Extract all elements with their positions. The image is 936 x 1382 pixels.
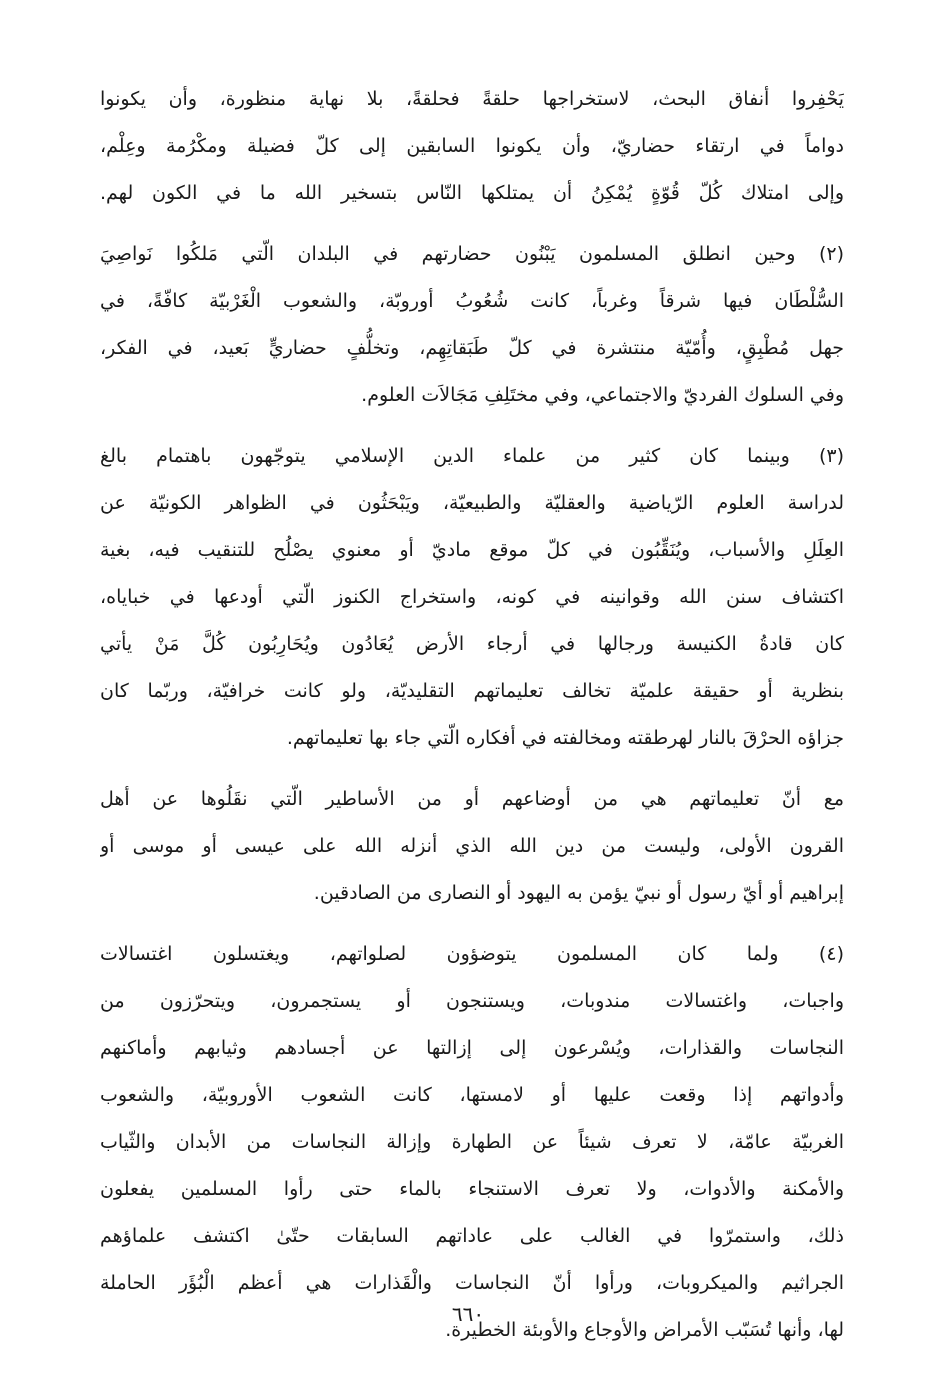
text-line: وأدواتهم إذا وقعت عليها أو لامستها، كانت الشعوب الأوروبيّة، والشعوب (100, 1084, 844, 1106)
paragraph-continuation (100, 76, 844, 217)
text-line: اكتشاف سنن الله وقوانينه في كونه، واستخراج الكنوز الّتي أودعها في خباياه، (100, 586, 844, 608)
text-line: العِلَلِ والأسباب، ويُنَقِّبُون في كلّ موقع ماديّ أو معنوي يصْلُح للتنقيب فيه، بغية (100, 539, 844, 561)
text-line: جهل مُطْبِقٍ، وأُمّيّة منتشرة في كلّ طَبَقاتِهِم، وتخلُّفٍ حضاريٍّ بَعيد، في الفكر، (100, 337, 844, 359)
text-line: الغربيّة عامّة، لا تعرف شيئاً عن الطهارة وإزالة النجاسات من الأبدان والثّياب (100, 1131, 844, 1153)
text-line: السُّلْطَان فيها شرقاً وغرباً، كانت شُعُوبُ أوروبّة، والشعوب الْغَرْبيّة كافّةً، في (100, 290, 844, 312)
paragraph-2 (100, 231, 844, 419)
paragraph-4 (100, 931, 844, 1354)
text-line: دواماً في ارتقاء حضاريّ، وأن يكونوا السابقين إلى كلّ فضيلة ومكْرُمة وعِلْم، (100, 135, 844, 157)
text-line: كان قادةُ الكنيسة ورجالها في أرجاء الأرض يُعَادُون ويُحَارِبُون كُلَّ مَنْ يأتي (100, 633, 844, 655)
text-line: النجاسات والقذارات، ويُسْرعون إلى إزالتها عن أجسادهم وثيابهم وأماكنهم (100, 1037, 844, 1059)
paragraph-3-continued (100, 776, 844, 917)
text-line: (٢) وحين انطلق المسلمون يَبْنُون حضارتهم في البلدان الّتي مَلكُوا نَواصِيَ (100, 243, 844, 265)
text-line: وإلى امتلاك كُلّ قُوّةٍ يُمْكِنُ أن يمتلكها النّاس بتسخير الله ما في الكون لهم. (100, 182, 844, 204)
text-line: (٣) وبينما كان كثير من علماء الدين الإسلامي يتوجّهون باهتمام بالغ (100, 445, 844, 467)
text-line: جزاؤه الحرْقَ بالنار لهرطقته ومخالفته في أفكاره الّتي جاء بها تعليماتهم. (286, 727, 844, 749)
text-line: مع أنّ تعليماتهم هي من أوضاعهم أو من الأساطير الّتي نقَلُوها عن أهل (100, 788, 844, 810)
text-line: لدراسة العلوم الرّياضية والعقليّة والطبيعيّة، ويَبْحَثُون في الظواهر الكونيّة عن (100, 492, 844, 514)
text-line: واجبات، واغتسالات مندوبات، ويستنجون أو يستجمرون، ويتحرّزون من (100, 990, 844, 1012)
page-number: ٦٦٠ (451, 1302, 485, 1326)
text-line: بنظرية أو حقيقة علميّة تخالف تعليماتهم التقليديّة، ولو كانت خرافيّة، وربّما كان (100, 680, 844, 702)
text-line: لها، وأنها تُسَبّب الأمراض والأوجاع والأوبئة الخطيرة. (445, 1319, 844, 1341)
text-line: الجراثيم والميكروبات، ورأوا أنّ النجاسات والْقَذارات هي أعظم الْبُؤَر الحاملة (100, 1272, 844, 1294)
paragraph-3 (100, 433, 844, 762)
text-line: وفي السلوك الفرديّ والاجتماعي، وفي مختَلِفِ مَجَالاَت العلوم. (361, 384, 844, 406)
page-body (100, 76, 844, 1368)
text-line: (٤) ولما كان المسلمون يتوضؤون لصلواتهم، ويغتسلون اغتسالات (100, 943, 844, 965)
text-line: يَحْفِروا أنفاق البحث، لاستخراجها حلقةً فحلقةً، بلا نهاية منظورة، وأن يكونوا (100, 88, 844, 110)
text-line: ذلك، واستمرّوا في الغالب على عاداتهم السابقات حتّىٰ اكتشف علماؤهم (100, 1225, 844, 1247)
text-line: إبراهيم أو أيّ رسول أو نبيّ يؤمن به اليهود أو النصارى من الصادقين. (313, 882, 844, 904)
text-line: والأمكنة والأدوات، ولا تعرف الاستنجاء بالماء حتى رأوا المسلمين يفعلون (100, 1178, 844, 1200)
text-line: القرون الأولى، وليست من دين الله الذي أنزله الله على عيسى أو موسى أو (100, 835, 844, 857)
